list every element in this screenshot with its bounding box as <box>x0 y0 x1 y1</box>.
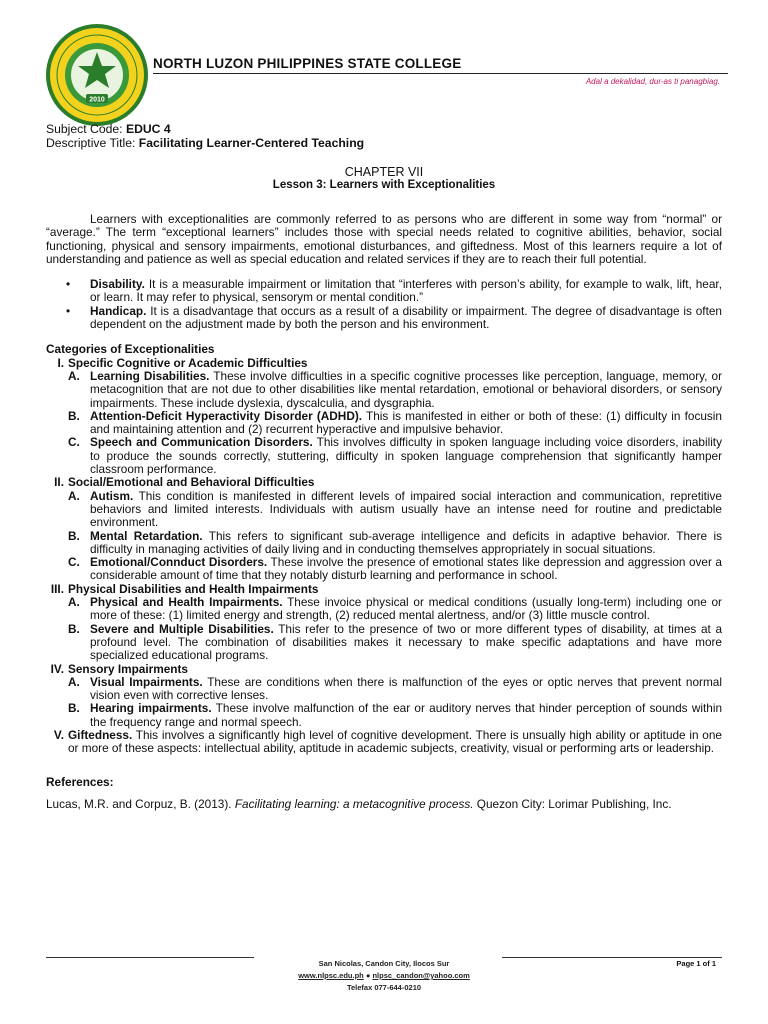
category-heading: I. Specific Cognitive or Academic Difficulties <box>57 355 308 370</box>
footer-address: San Nicolas, Candon City, Ilocos Sur <box>318 959 450 968</box>
descriptive-title <box>46 136 364 150</box>
category-heading: IV. Sensory Impairments <box>50 661 188 676</box>
descriptive-title-label: Descriptive Title: <box>46 136 136 150</box>
footer-contacts <box>0 971 768 980</box>
seal-year: 2010 <box>89 96 105 104</box>
college-seal-logo <box>44 22 150 128</box>
definition-text: It is a measurable impairment or limitation that “interferes with person’s ability, for example to walk, lift, hear, or learn. It may refer to physical, sensorym or mental condition.” <box>90 277 722 305</box>
website-link[interactable]: www.nlpsc.edu.ph <box>298 971 364 980</box>
email-link[interactable]: nlpsc_candon@yahoo.com <box>372 971 470 980</box>
definition-list <box>46 278 722 331</box>
list-item: C. Emotional/Connduct Disorders. These involve the presence of emotional states like depression and aggression over a considerable amount of time that they notably disturb learning and performance in school. <box>68 555 722 583</box>
lesson-heading: Lesson 3: Learners with Exceptionalities <box>272 179 496 191</box>
category-heading: III. Physical Disabilities and Health Impairments <box>50 581 319 596</box>
list-item: A. Learning Disabilities. These involve difficulties in a specific cognitive processes like perception, language, memory, or metacognition that are not due to other disabilities like mental retardation, emotional or behavioral disorders, or sensory impairments. These include dyslexia, dyscalculia, and dysgraphia. <box>68 368 723 410</box>
list-item <box>46 305 722 332</box>
intro-paragraph: Learners with exceptionalities are commonly referred to as persons who are different in some way from “normal” or “average.” The term “exceptional learners” includes those with special needs related to cognitive abilities, behavior, social functioning, physical and sensory impairments, emotional disturbances, and giftedness. Most of this learners require a lot of understanding and patience as well as special education and related services if they are to reach their full potential. <box>46 212 722 266</box>
list-item: A. Autism. This condition is manifested in different levels of impaired social interaction and communication, repretitive behaviors and limited interests. Individuals with autism usually have an intense need for routine and predictable environment. <box>68 488 722 530</box>
subject-code-value: EDUC 4 <box>125 122 171 136</box>
footer-separator: ● <box>363 971 373 980</box>
list-item: B. Hearing impairments. These involve malfunction of the ear or auditory nerves that hinder perception of sounds within the frequency range and normal speech. <box>68 701 723 729</box>
chapter-heading: CHAPTER VII <box>344 165 424 179</box>
subject-code-label: Subject Code: <box>46 122 123 136</box>
document-body <box>46 213 722 811</box>
list-item: A. Physical and Health Impairments. These invoice physical or medical conditions (usually long-term) including one or more of these: (1) limited energy and strength, (2) reduced mental alertness, and/or (3) little muscle control. <box>68 595 722 623</box>
definition-term: Disability. <box>90 277 145 292</box>
category-heading: II. Social/Emotional and Behavioral Difficulties <box>54 475 315 490</box>
list-item: B. Attention-Deficit Hyperactivity Disorder (ADHD). This is manifested in either or both of these: (1) difficulty in focusin and maintaining attention and (2) recurrent hyperactive and impulsive behavior. <box>68 408 722 437</box>
college-name: NORTH LUZON PHILIPPINES STATE COLLEGE <box>153 56 462 71</box>
footer-telefax: Telefax 077-644-0210 <box>346 983 422 992</box>
list-item: B. Severe and Multiple Disabilities. This refer to the presence of two or more different types of disability, at times at a profound level. The combination of disabilities makes it necessary to make specific adaptations and have more specialized educational programs. <box>68 621 723 663</box>
list-item: B. Mental Retardation. This refers to significant sub-average intelligence and deficits in adaptive behavior. There is difficulty in managing activities of daily living and in conducting themselves appropriately in socual situations. <box>68 528 722 556</box>
references-title: References: <box>46 774 114 789</box>
definition-text: It is a disadvantage that occurs as a result of a disability or impairment. The degree of disadvantage is often dependent on the adjustment made by both the person and his environment. <box>90 303 722 332</box>
page-number: Page 1 of 1 <box>676 959 716 968</box>
descriptive-title-value: Facilitating Learner-Centered Teaching <box>138 136 365 150</box>
list-item: A. Visual Impairments. These are conditions when there is malfunction of the eyes or optic nerves that prevent normal vision even with corrective lenses. <box>68 674 722 703</box>
definition-term: Handicap. <box>90 303 147 318</box>
categories-title: Categories of Exceptionalities <box>46 342 215 357</box>
reference-entry: Lucas, M.R. and Corpuz, B. (2013). Facilitating learning: a metacognitive process. Quezon City: Lorimar Publishing, Inc. <box>46 796 672 811</box>
bullet-icon: • <box>66 277 71 292</box>
college-motto: Adal a dekalidad, dur-as ti panagbiag. <box>585 77 720 86</box>
footer-rule-right <box>502 957 722 958</box>
header-rule <box>153 73 728 74</box>
list-item: C. Speech and Communication Disorders. This involves difficulty in spoken language including voice disorders, inability to produce the sounds correctly, stuttering, difficulty in spoken language comprehension that significantly hamper classroom performance. <box>68 435 722 477</box>
bullet-icon: • <box>66 303 71 318</box>
footer-rule-left <box>46 957 254 958</box>
subject-code <box>46 122 171 136</box>
list-item <box>46 278 722 305</box>
giftedness-item: V. Giftedness. This involves a significantly high level of cognitive development. There is unsually high ability or aptitude in one or more of these aspects: intellectual ability, aptitude in academic subjects, creativity, visual or performing arts or leadership. <box>53 727 722 756</box>
